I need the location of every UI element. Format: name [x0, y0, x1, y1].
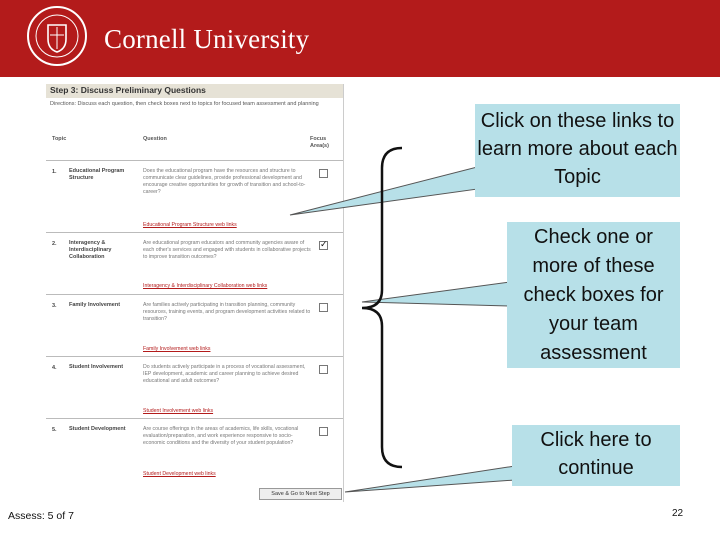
page-number: 22	[672, 508, 684, 519]
column-topic: Topic	[52, 136, 67, 142]
row-question: Are families actively participating in transition planning, community resources, training events, and program development activities related to transition?	[143, 302, 311, 322]
row-topic: Student Development	[69, 426, 126, 432]
row-number: 4.	[52, 365, 57, 371]
callout-pointer-continue	[345, 466, 515, 492]
topic-link-family-involvement[interactable]: Family Involvement web links	[143, 346, 211, 352]
institution-name: Cornell University	[104, 24, 310, 54]
directions-text: Directions: Discuss each question, then check boxes next to topics for focused team assessment and planning	[50, 101, 319, 107]
callout-pointer-links	[290, 165, 485, 215]
callout-checkboxes: Check one or more of these check boxes for your team assessment	[507, 222, 680, 368]
topic-link-interagency[interactable]: Interagency & Interdisciplinary Collaboration web links	[143, 283, 268, 289]
row-question: Does the educational program have the resources and structure to communicate clear guidelines, provide professional development and encourage creative opportunities for growth of transition and school-to-career?	[143, 168, 306, 195]
row-question: Do students actively participate in a process of vocational assessment, IEP development, academic and career planning to achieve desired educational and adult outcomes?	[143, 364, 306, 384]
column-question: Question	[143, 136, 167, 142]
assess-progress: Assess: 5 of 7	[8, 510, 74, 522]
row-number: 1.	[52, 169, 57, 175]
row-question: Are educational program educators and community agencies aware of each other's services and engaged with students in collaborative projects to improve transition outcomes?	[143, 240, 311, 260]
row-question: Are course offerings in the areas of academics, life skills, vocational evaluation/preparation, and work experience responsive to socio-economic conditions and the diversity of your student population?	[143, 426, 299, 446]
step-title: Step 3: Discuss Preliminary Questions	[50, 85, 206, 95]
callout-pointer-checkboxes	[362, 282, 510, 306]
topic-link-student-involvement[interactable]: Student Involvement web links	[143, 408, 214, 414]
row-topic: Student Involvement	[69, 364, 124, 370]
save-continue-button[interactable]: Save & Go to Next Step	[259, 488, 342, 500]
topic-link-student-development[interactable]: Student Development web links	[143, 471, 216, 477]
row-number: 5.	[52, 427, 57, 433]
topic-link-educational-program[interactable]: Educational Program Structure web links	[143, 222, 237, 228]
row-topic: Interagency & Interdisciplinary Collaboration	[69, 240, 112, 260]
callout-links: Click on these links to learn more about each Topic	[475, 104, 680, 197]
row-topic: Educational Program Structure	[69, 168, 125, 181]
row-topic: Family Involvement	[69, 302, 121, 308]
column-focus: Focus Area(s)	[310, 136, 329, 149]
row-number: 3.	[52, 303, 57, 309]
row-number: 2.	[52, 241, 57, 247]
callout-continue: Click here to continue	[512, 425, 680, 486]
